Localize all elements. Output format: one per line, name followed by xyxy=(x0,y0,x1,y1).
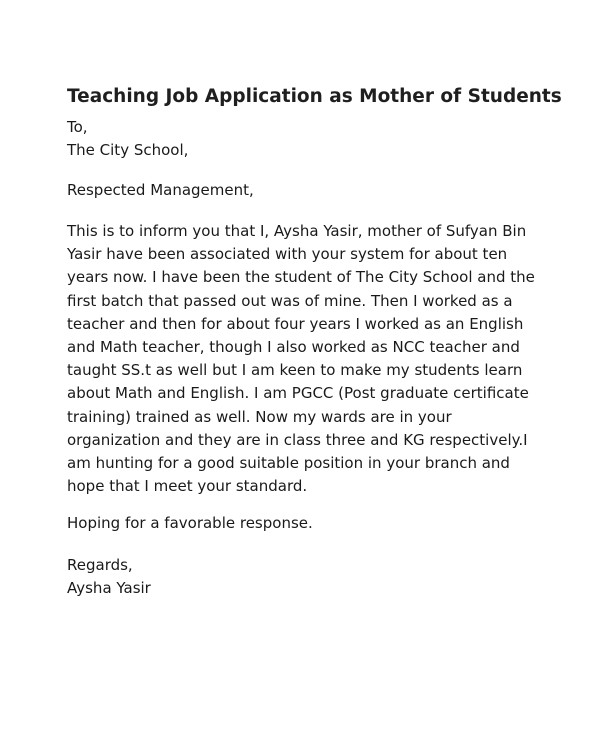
body-line: and Math teacher, though I also worked as NCC teacher and xyxy=(67,338,520,357)
address-to: To, xyxy=(67,118,88,136)
body-line: years now. I have been the student of The City School and the xyxy=(67,268,535,287)
body-line: This is to inform you that I, Aysha Yasir, mother of Sufyan Bin xyxy=(67,222,527,240)
closing-line: Hoping for a favorable response. xyxy=(67,514,313,532)
body-line: teacher and then for about four years I worked as an English xyxy=(67,314,524,333)
signoff-regards: Regards, xyxy=(67,556,133,574)
body-line: organization and they are in class three and KG respectively.I xyxy=(67,430,528,449)
address-recipient: The City School, xyxy=(67,141,189,160)
body-line: am hunting for a good suitable position in your branch and xyxy=(67,454,510,473)
body-line: about Math and English. I am PGCC (Post graduate certificate xyxy=(67,384,529,403)
recipient-address xyxy=(67,116,567,162)
body-line: hope that I meet your standard. xyxy=(67,477,308,496)
letter-body xyxy=(67,220,567,498)
body-line: taught SS.t as well but I am keen to make my students learn xyxy=(67,361,523,380)
body-line: training) trained as well. Now my wards are in your xyxy=(67,407,452,426)
salutation: Respected Management, xyxy=(67,181,254,199)
body-line: Yasir have been associated with your system for about ten xyxy=(67,245,508,264)
signoff xyxy=(67,554,567,600)
letter-title: Teaching Job Application as Mother of Students xyxy=(67,86,562,107)
body-line: first batch that passed out was of mine. Then I worked as a xyxy=(67,291,513,310)
signoff-name: Aysha Yasir xyxy=(67,579,151,598)
